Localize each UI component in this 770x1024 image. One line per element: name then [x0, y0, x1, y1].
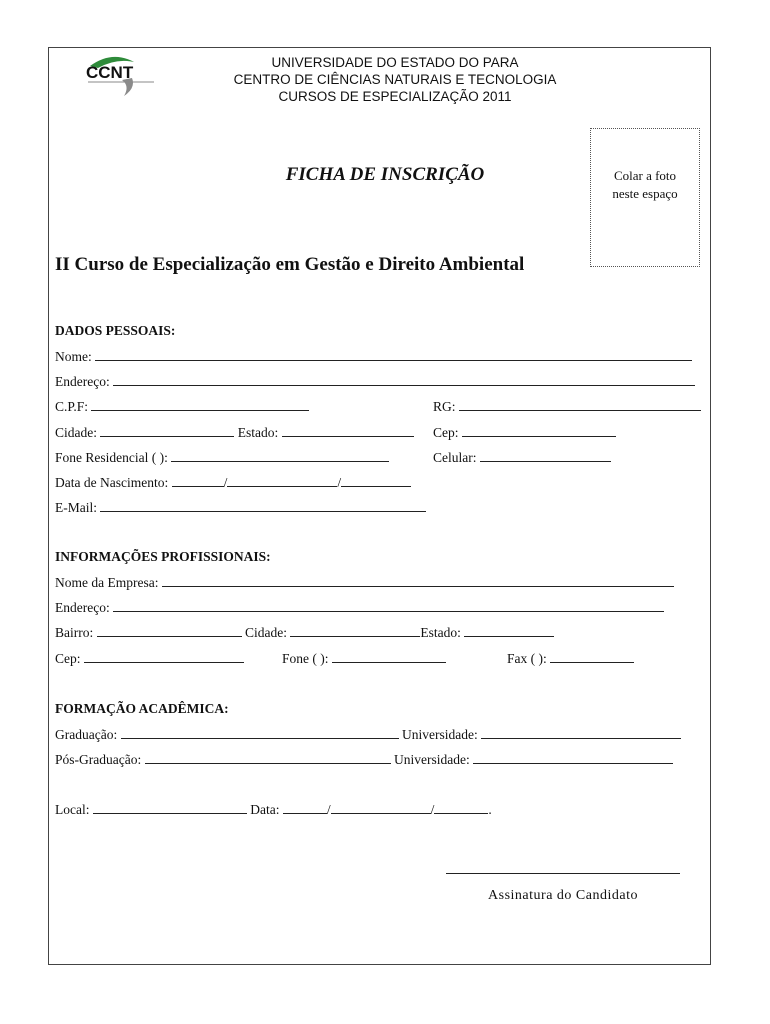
signature-label: Assinatura do Candidato — [488, 888, 638, 903]
blank-cep-prof[interactable] — [84, 650, 244, 663]
data-end: . — [488, 802, 492, 817]
date-sep-1: / — [223, 475, 228, 490]
blank-data-mes[interactable] — [331, 801, 431, 814]
blank-data-ano[interactable] — [434, 801, 488, 814]
blank-bairro[interactable] — [97, 624, 242, 637]
field-endereco[interactable] — [55, 373, 695, 390]
label-local: Local: — [55, 802, 90, 817]
institution-header — [200, 54, 590, 105]
blank-endereco-prof[interactable] — [113, 599, 664, 612]
blank-rg[interactable] — [459, 398, 701, 411]
label-cidade: Cidade: — [55, 425, 97, 440]
label-fone: Fone Residencial ( ): — [55, 450, 168, 465]
blank-fone-prof[interactable] — [332, 650, 446, 663]
label-universidade-2: Universidade: — [393, 752, 470, 767]
label-empresa: Nome da Empresa: — [55, 575, 159, 590]
blank-pos[interactable] — [145, 751, 391, 764]
label-fone-prof: Fone ( ): — [282, 651, 329, 666]
field-graduacao[interactable] — [55, 726, 681, 743]
label-fax: Fax ( ): — [507, 651, 547, 666]
field-cep[interactable] — [433, 424, 616, 441]
date-sep-2: / — [337, 475, 342, 490]
field-nome[interactable] — [55, 348, 692, 365]
field-bairro-cidade-estado[interactable] — [55, 624, 554, 641]
label-universidade: Universidade: — [401, 727, 478, 742]
field-cpf[interactable] — [55, 398, 309, 415]
field-cidade[interactable] — [55, 424, 414, 441]
label-cpf: C.P.F: — [55, 399, 89, 414]
course-title: II Curso de Especialização em Gestão e Direito Ambiental — [55, 254, 525, 275]
label-nome: Nome: — [55, 349, 92, 364]
logo-text: CCNT — [86, 63, 134, 82]
label-endereco-prof: Endereço: — [55, 600, 110, 615]
field-nascimento[interactable] — [55, 474, 411, 491]
blank-local[interactable] — [93, 801, 247, 814]
label-cep: Cep: — [433, 425, 459, 440]
blank-empresa[interactable] — [162, 574, 674, 587]
blank-email[interactable] — [100, 499, 426, 512]
signature-line[interactable] — [446, 873, 680, 874]
label-celular: Celular: — [433, 450, 477, 465]
blank-data-dia[interactable] — [283, 801, 327, 814]
section-personal: DADOS PESSOAIS: — [55, 323, 176, 338]
section-professional: INFORMAÇÕES PROFISSIONAIS: — [55, 549, 271, 564]
label-email: E-Mail: — [55, 500, 97, 515]
label-bairro: Bairro: — [55, 625, 94, 640]
blank-universidade[interactable] — [481, 726, 681, 739]
blank-estado-prof[interactable] — [464, 624, 554, 637]
field-fone-prof[interactable] — [282, 650, 446, 667]
blank-dia[interactable] — [172, 474, 224, 487]
data-sep-2: / — [430, 802, 435, 817]
photo-label-1: Colar a foto — [613, 168, 677, 183]
blank-ano[interactable] — [341, 474, 411, 487]
form-title: FICHA DE INSCRIÇÃO — [285, 164, 485, 185]
field-cep-prof[interactable] — [55, 650, 244, 667]
label-data: Data: — [250, 802, 280, 817]
label-rg: RG: — [433, 399, 456, 414]
blank-mes[interactable] — [227, 474, 337, 487]
label-cep-prof: Cep: — [55, 651, 81, 666]
blank-universidade-2[interactable] — [473, 751, 673, 764]
label-endereco: Endereço: — [55, 374, 110, 389]
label-nascimento: Data de Nascimento: — [55, 475, 169, 490]
blank-nome[interactable] — [95, 348, 692, 361]
blank-cidade[interactable] — [100, 424, 234, 437]
field-endereco-prof[interactable] — [55, 599, 664, 616]
field-celular[interactable] — [433, 449, 611, 466]
field-local-data[interactable] — [55, 801, 492, 818]
data-sep-1: / — [326, 802, 331, 817]
label-estado-prof: Estado: — [420, 625, 461, 640]
center-name: CENTRO DE CIÊNCIAS NATURAIS E TECNOLOGIA — [233, 72, 557, 87]
field-fone[interactable] — [55, 449, 389, 466]
label-estado: Estado: — [237, 425, 279, 440]
courses-year: CURSOS DE ESPECIALIZAÇÃO 2011 — [278, 89, 512, 104]
ccnt-logo — [82, 52, 160, 96]
section-academic: FORMAÇÃO ACADÊMICA: — [55, 701, 229, 716]
blank-endereco[interactable] — [113, 373, 695, 386]
field-pos[interactable] — [55, 751, 673, 768]
photo-label-2: neste espaço — [612, 186, 678, 201]
field-email[interactable] — [55, 499, 426, 516]
field-fax[interactable] — [507, 650, 634, 667]
blank-cpf[interactable] — [91, 398, 309, 411]
photo-box — [590, 128, 700, 267]
blank-estado[interactable] — [282, 424, 414, 437]
blank-graduacao[interactable] — [121, 726, 399, 739]
blank-fone[interactable] — [171, 449, 389, 462]
blank-cidade-prof[interactable] — [290, 624, 420, 637]
field-rg[interactable] — [433, 398, 701, 415]
blank-celular[interactable] — [480, 449, 611, 462]
label-graduacao: Graduação: — [55, 727, 118, 742]
field-empresa[interactable] — [55, 574, 674, 591]
university-name: UNIVERSIDADE DO ESTADO DO PARA — [271, 55, 519, 70]
label-cidade-prof: Cidade: — [245, 625, 287, 640]
blank-cep[interactable] — [462, 424, 616, 437]
blank-fax[interactable] — [550, 650, 634, 663]
label-pos: Pós-Graduação: — [55, 752, 142, 767]
